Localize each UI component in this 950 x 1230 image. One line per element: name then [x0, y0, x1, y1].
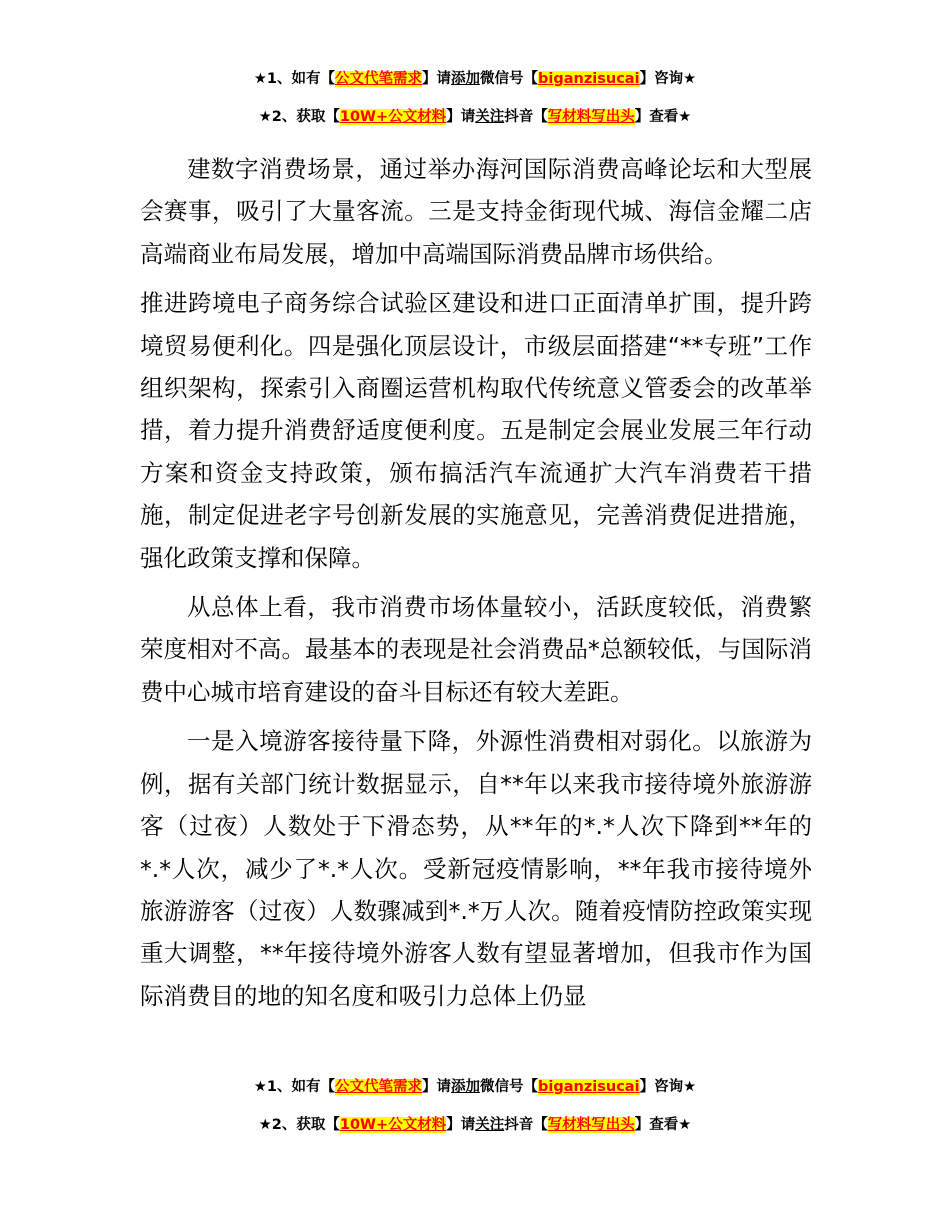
- banner-highlight: 10W+公文材料: [339, 1117, 447, 1133]
- banner-highlight: 10W+公文材料: [339, 109, 447, 125]
- banner-highlight: 写材料写出头: [547, 109, 635, 125]
- banner-underlined-text: 关注: [475, 1117, 505, 1133]
- banner-highlight: 公文代笔需求: [335, 1079, 423, 1095]
- banner-text: 抖音【: [504, 1117, 548, 1133]
- banner-highlight: 公文代笔需求: [335, 71, 423, 87]
- banner-text: 】查看★: [634, 109, 692, 125]
- banner-text: 】咨询★: [639, 1079, 697, 1095]
- banner-text: 】请: [422, 71, 452, 87]
- header-banner-line-2: [0, 107, 950, 127]
- banner-text: 抖音【: [504, 109, 548, 125]
- banner-text: 微信号【: [480, 1079, 539, 1095]
- header-banner-line-1: [0, 69, 950, 89]
- paragraph: 从总体上看，我市消费市场体量较小，活跃度较低，消费繁荣度相对不高。最基本的表现是社会消费品*总额较低，与国际消费中心城市培育建设的奋斗目标还有较大差距。: [140, 593, 812, 706]
- banner-text: 】请: [422, 1079, 452, 1095]
- banner-text: ★1、如有【: [253, 1079, 336, 1095]
- paragraph: 建数字消费场景，通过举办海河国际消费高峰论坛和大型展会赛事，吸引了大量客流。三是支持金街现代城、海信金耀二店高端商业布局发展，增加中高端国际消费品牌市场供给。: [140, 155, 812, 268]
- banner-text: 】请: [446, 109, 476, 125]
- banner-text: 】请: [446, 1117, 476, 1133]
- footer-banner-line-2: [0, 1115, 950, 1135]
- banner-underlined-text: 关注: [475, 109, 505, 125]
- paragraph: 一是入境游客接待量下降，外源性消费相对弱化。以旅游为例，据有关部门统计数据显示，自**年以来我市接待境外旅游游客（过夜）人数处于下滑态势，从**年的*.*人次下降到**年的*.*人次，减少了*.*人次。受新冠疫情影响，**年我市接待境外旅游游客（过夜）人数骤减到*.*万人次。随着疫情防控政策实现重大调整，**年接待境外游客人数有望显著增加，但我市作为国际消费目的地的知名度和吸引力总体上仍显: [140, 727, 812, 1010]
- banner-text: 】查看★: [634, 1117, 692, 1133]
- banner-highlight: biganzisucai: [538, 1079, 640, 1095]
- banner-text: ★2、获取【: [258, 1117, 340, 1133]
- banner-text: ★2、获取【: [258, 109, 340, 125]
- banner-text: ★1、如有【: [253, 71, 336, 87]
- banner-text: 】咨询★: [639, 71, 697, 87]
- banner-text: 微信号【: [480, 71, 539, 87]
- banner-highlight: 写材料写出头: [547, 1117, 635, 1133]
- banner-underlined-text: 添加: [451, 1079, 481, 1095]
- footer-banner-line-1: [0, 1077, 950, 1097]
- banner-underlined-text: 添加: [451, 71, 481, 87]
- document-body: [140, 148, 812, 1024]
- banner-highlight: biganzisucai: [538, 71, 640, 87]
- paragraph: 推进跨境电子商务综合试验区建设和进口正面清单扩围，提升跨境贸易便利化。四是强化顶层设计，市级层面搭建“**专班”工作组织架构，探索引入商圈运营机构取代传统意义管委会的改革举措，着力提升消费舒适度便利度。五是制定会展业发展三年行动方案和资金支持政策，颁布搞活汽车流通扩大汽车消费若干措施，制定促进老字号创新发展的实施意见，完善消费促进措施，强化政策支撑和保障。: [140, 289, 812, 572]
